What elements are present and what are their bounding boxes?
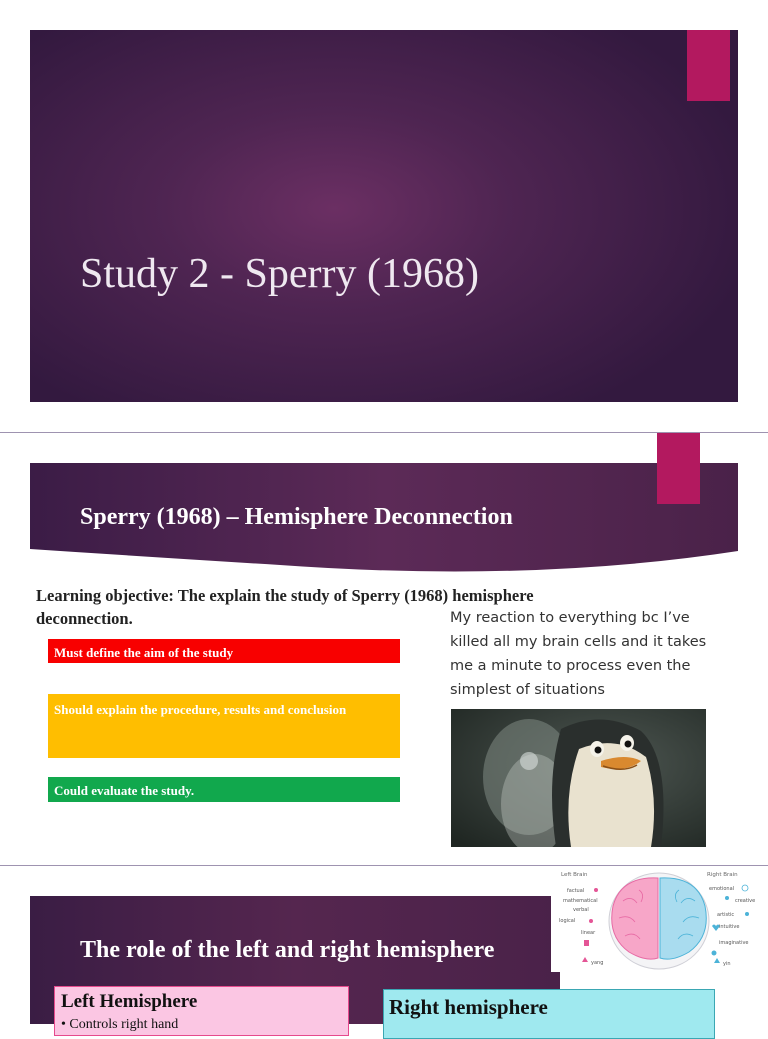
right-trait: intuitive (719, 924, 740, 930)
left-hemisphere-item: • Controls right hand (61, 1017, 179, 1032)
right-hemisphere-label: Right hemisphere (389, 995, 548, 1019)
slide-title: Study 2 - Sperry (1968) (80, 251, 479, 297)
slide-divider (0, 432, 768, 433)
left-trait: linear (581, 930, 596, 936)
could-objective: Could evaluate the study. (48, 777, 400, 802)
slide-title: The role of the left and right hemisphere (80, 937, 495, 963)
left-brain-label: Left Brain (561, 872, 588, 878)
title-slide (30, 30, 738, 402)
left-trait: mathematical (563, 898, 598, 904)
left-hemisphere-box (54, 986, 349, 1036)
meme-caption: My reaction to everything bc I’ve killed all my brain cells and it takes me a minute to process even the simplest of situations (450, 610, 707, 698)
accent-tab (687, 30, 730, 101)
right-trait: creative (735, 898, 756, 904)
meme-image (451, 709, 706, 847)
right-hemisphere-box (383, 989, 715, 1039)
accent-tab (657, 433, 700, 504)
left-hemisphere-label: Left Hemisphere (61, 991, 198, 1012)
right-trait: imaginative (719, 940, 749, 946)
right-trait: emotional (709, 886, 735, 892)
must-objective: Must define the aim of the study (48, 639, 400, 663)
right-brain-label: Right Brain (707, 872, 738, 878)
left-trait: verbal (573, 907, 589, 913)
left-trait: factual (567, 888, 585, 894)
right-trait: artistic (717, 912, 735, 918)
brain-diagram (551, 866, 761, 972)
slide-title: Sperry (1968) – Hemisphere Deconnection (80, 504, 513, 530)
should-objective: Should explain the procedure, results and conclusion (48, 694, 400, 758)
right-trait: yin (723, 961, 731, 967)
left-trait: yang (591, 960, 604, 966)
learning-objective: Learning objective: The explain the study of Sperry (1968) hemisphere deconnection. (36, 586, 534, 628)
left-trait: logical (559, 918, 576, 924)
